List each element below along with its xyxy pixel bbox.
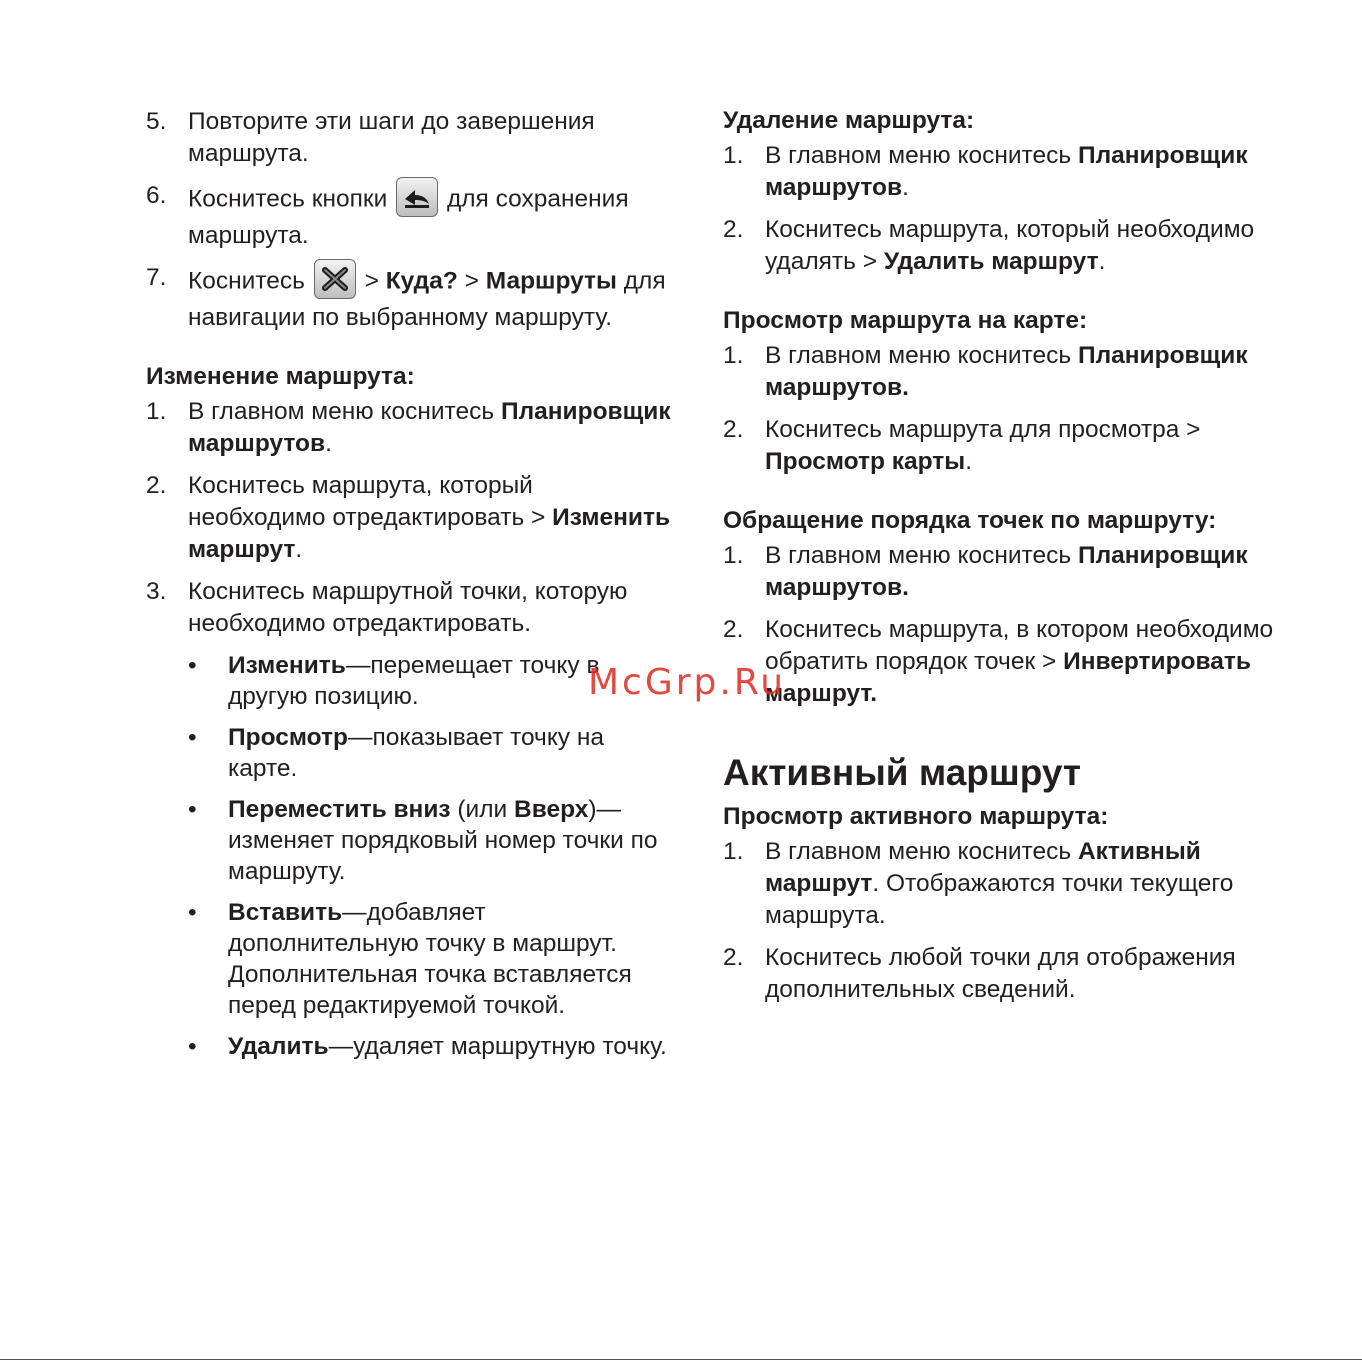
bullet-dot: • (188, 724, 197, 751)
step-5 (146, 106, 676, 170)
option-name: Изменить (228, 652, 346, 679)
step-bold: Инвертировать маршрут. (765, 648, 1251, 707)
step-text: В главном меню коснитесь (765, 142, 1078, 169)
step-bold: Активный маршрут (765, 838, 1201, 897)
option-move (146, 794, 676, 887)
option-desc: (или (450, 796, 515, 823)
reverse-steps-list (723, 540, 1283, 710)
option-name: Просмотр (228, 724, 348, 751)
option-desc: )—изменяет порядковый номер точки по маршруту. (228, 796, 658, 885)
bullet-dot: • (188, 796, 197, 823)
delete-steps-list (723, 140, 1283, 278)
step-number: 5. (146, 108, 167, 135)
option-name: Вверх (514, 796, 589, 823)
step-number: 2. (146, 472, 167, 499)
step-text: Коснитесь кнопки (188, 185, 388, 213)
edit-step-1 (146, 396, 676, 460)
step-bold: Изменить маршрут (188, 504, 671, 563)
active-step-2 (723, 942, 1283, 1006)
step-text: Коснитесь маршрута для просмотра > (765, 416, 1201, 443)
step-number: 2. (723, 616, 744, 643)
reverse-step-2 (723, 614, 1283, 710)
step-text: для навигации по выбранному маршруту. (188, 267, 666, 331)
reverse-route-heading: Обращение порядка точек по маршруту: (723, 507, 1217, 534)
step-text: для сохранения маршрута. (188, 185, 629, 249)
step-text: Коснитесь любой точки для отображения дополнительных сведений. (765, 944, 1236, 1003)
bottom-rule (0, 1359, 1362, 1360)
menu-routes: Маршруты (485, 267, 617, 295)
step-text: В главном меню коснитесь (188, 398, 501, 425)
edit-route-heading: Изменение маршрута: (146, 363, 415, 390)
edit-step-3 (146, 576, 676, 640)
bullet-dot: • (188, 899, 197, 926)
option-delete (146, 1031, 676, 1062)
active-step-1 (723, 836, 1283, 932)
step-number: 1. (723, 342, 744, 369)
view-step-2 (723, 414, 1283, 478)
step-bold: Планировщик маршрутов. (765, 542, 1248, 601)
step-text: . (325, 430, 332, 457)
option-name: Вставить (228, 899, 343, 926)
step-text: . (902, 174, 909, 201)
route-steps-list (146, 106, 676, 334)
edit-step-2 (146, 470, 676, 566)
step-text: . (295, 536, 303, 563)
step-number: 2. (723, 216, 744, 243)
step-text: Повторите эти шаги до завершения маршрута. (188, 108, 595, 167)
edit-steps-list (146, 396, 676, 640)
view-step-1 (723, 340, 1283, 404)
right-column (723, 106, 1283, 1016)
active-route-title: Активный маршрут (723, 752, 1081, 793)
step-7 (146, 262, 676, 334)
delete-step-1 (723, 140, 1283, 204)
step-bold: Планировщик маршрутов (765, 142, 1248, 201)
step-number: 1. (723, 142, 744, 169)
step-number: 7. (146, 264, 167, 291)
active-route-heading: Просмотр активного маршрута: (723, 803, 1109, 830)
step-number: 3. (146, 578, 167, 605)
option-name: Удалить (228, 1033, 329, 1060)
view-route-heading: Просмотр маршрута на карте: (723, 307, 1088, 334)
reverse-step-1 (723, 540, 1283, 604)
step-text: В главном меню коснитесь (765, 342, 1078, 369)
step-text: В главном меню коснитесь (765, 838, 1078, 865)
active-steps-list (723, 836, 1283, 1006)
step-text: . Отображаются точки текущего маршрута. (765, 870, 1234, 929)
option-desc: —перемещает точку в другую позицию. (228, 652, 600, 710)
step-bold: Планировщик маршрутов. (765, 342, 1248, 401)
separator: > (357, 267, 386, 295)
edit-options-list (146, 650, 676, 1062)
step-bold: Удалить маршрут (883, 248, 1099, 275)
step-text: Коснитесь маршрута, в котором необходимо обратить порядок точек > (765, 616, 1274, 675)
delete-step-2 (723, 214, 1283, 278)
option-name: Переместить вниз (228, 796, 451, 823)
step-bold: Просмотр карты (765, 448, 966, 475)
step-text: В главном меню коснитесь (765, 542, 1078, 569)
left-column (146, 106, 676, 1072)
view-steps-list (723, 340, 1283, 478)
step-number: 1. (723, 838, 744, 865)
bullet-dot: • (188, 652, 197, 679)
step-number: 2. (723, 944, 744, 971)
option-desc: —удаляет маршрутную точку. (328, 1033, 667, 1060)
close-x-icon (314, 259, 356, 299)
bullet-dot: • (188, 1033, 197, 1060)
step-text: Коснитесь маршрута, который необходимо отредактировать > (188, 472, 553, 531)
option-desc: —добавляет дополнительную точку в маршрут. Дополнительная точка вставляется перед редактируемой точкой. (228, 899, 632, 1019)
step-number: 2. (723, 416, 744, 443)
step-text: . (965, 448, 973, 475)
step-number: 1. (146, 398, 167, 425)
step-text: . (1098, 248, 1106, 275)
menu-where-to: Куда? (385, 267, 458, 295)
delete-route-heading: Удаление маршрута: (723, 107, 975, 134)
step-number: 6. (146, 182, 167, 209)
step-text: Коснитесь маршрута, который необходимо удалять > (765, 216, 1255, 275)
watermark: McGrp.Ru (588, 662, 787, 703)
step-text: Коснитесь (188, 267, 305, 295)
option-insert (146, 897, 676, 1021)
option-desc: —показывает точку на карте. (228, 724, 605, 782)
step-bold: Планировщик маршрутов (188, 398, 671, 457)
separator: > (457, 267, 486, 295)
step-text: Коснитесь маршрутной точки, которую необходимо отредактировать. (188, 578, 628, 637)
back-arrow-icon (396, 177, 438, 217)
option-view (146, 722, 676, 784)
step-6 (146, 180, 676, 252)
step-number: 1. (723, 542, 744, 569)
